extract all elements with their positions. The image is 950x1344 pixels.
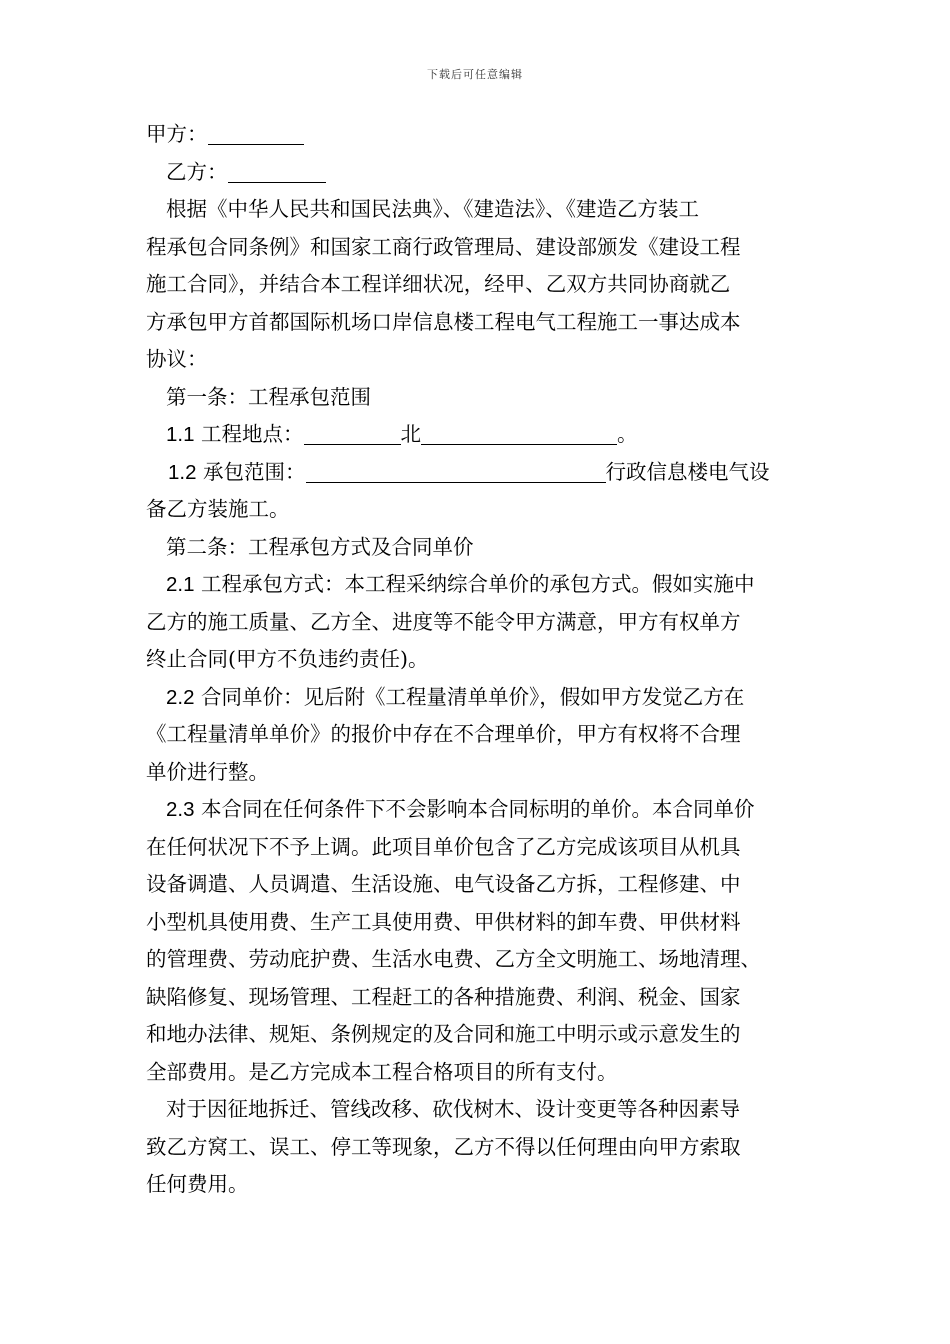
intro-line: 施工合同》，并结合本工程详细状况，经甲、乙双方共同协商就乙 [146, 272, 731, 296]
item-2-3-line: 和地办法律、规矩、条例规定的及合同和施工中明示或示意发生的 [146, 1022, 741, 1046]
item-2-3 [146, 791, 826, 829]
contract-body [146, 116, 826, 1204]
item-number: 2.1 [166, 573, 195, 596]
scope-blank [306, 458, 606, 483]
party-a-label: 甲方： [146, 122, 208, 146]
final-paragraph-line: 对于因征地拆迁、管线改移、砍伐树木、设计变更等各种因素导 [166, 1097, 740, 1121]
item-1-1 [146, 416, 826, 454]
party-b-line [146, 154, 826, 192]
intro-line: 程承包合同条例》和国家工商行政管理局、建设部颁发《建设工程 [146, 234, 741, 259]
final-paragraph-line: 致乙方窝工、误工、停工等现象，乙方不得以任何理由向甲方索取 [146, 1134, 741, 1159]
item-2-1-line: 终止合同(甲方不负违约责任)。 [146, 647, 429, 671]
location-mid-text: 北 [400, 422, 422, 446]
location-blank-2 [421, 420, 617, 445]
location-end: 。 [617, 422, 638, 446]
item-2-1 [146, 566, 826, 604]
scope-after-text: 行政信息楼电气设 [605, 459, 770, 484]
item-label: 工程地点： [201, 422, 304, 446]
intro-line: 方承包甲方首都国际机场口岸信息楼工程电气工程施工一事达成本 [146, 309, 741, 334]
item-number: 2.2 [166, 685, 195, 709]
party-b-label: 乙方： [166, 159, 228, 184]
party-a-blank [208, 120, 304, 145]
item-2-3-line: 小型机具使用费、生产工具使用费、甲供材料的卸车费、甲供材料 [146, 909, 741, 934]
article-2-title: 第二条：工程承包方式及合同单价 [166, 534, 474, 559]
page-header-watermark: 下载后可任意编辑 [427, 68, 523, 81]
intro-line: 协议： [146, 347, 208, 371]
item-2-1-line: 乙方的施工质量、乙方全、进度等不能令甲方满意，甲方有权单方 [146, 609, 741, 634]
article-1-title: 第一条：工程承包范围 [166, 384, 371, 409]
item-number: 2.3 [166, 798, 195, 821]
item-2-3-line: 全部费用。是乙方完成本工程合格项目的所有支付。 [146, 1059, 618, 1084]
item-1-2-line2: 备乙方装施工。 [146, 497, 290, 521]
item-text: 合同单价：见后附《工程量清单单价》，假如甲方发觉乙方在 [201, 684, 745, 709]
item-1-2 [146, 454, 826, 492]
item-2-2 [146, 679, 826, 717]
item-number: 1.2 [168, 460, 197, 484]
item-2-3-line: 的管理费、劳动庇护费、生活水电费、乙方全文明施工、场地清理、 [146, 947, 761, 971]
item-2-2-line: 单价进行整。 [146, 759, 269, 784]
item-text: 本合同在任何条件下不会影响本合同标明的单价。本合同单价 [201, 797, 755, 821]
item-number: 1.1 [166, 423, 195, 446]
final-paragraph-line: 任何费用。 [146, 1172, 249, 1196]
item-label: 承包范围： [203, 459, 306, 484]
item-text: 工程承包方式：本工程采纳综合单价的承包方式。假如实施中 [201, 572, 755, 596]
item-2-2-line: 《工程量清单单价》的报价中存在不合理单价，甲方有权将不合理 [146, 722, 741, 746]
item-2-3-line: 在任何状况下不予上调。此项目单价包含了乙方完成该项目从机具 [146, 834, 741, 859]
party-a-line [146, 116, 826, 154]
item-2-3-line: 设备调遣、人员调遣、生活设施、电气设备乙方拆，工程修建、中 [146, 872, 741, 896]
location-blank-1 [304, 420, 401, 445]
item-2-3-line: 缺陷修复、现场管理、工程赶工的各种措施费、利润、税金、国家 [146, 984, 741, 1009]
intro-line: 根据《中华人民共和国民法典》、《建造法》、《建造乙方装工 [166, 197, 699, 221]
party-b-blank [228, 158, 326, 183]
